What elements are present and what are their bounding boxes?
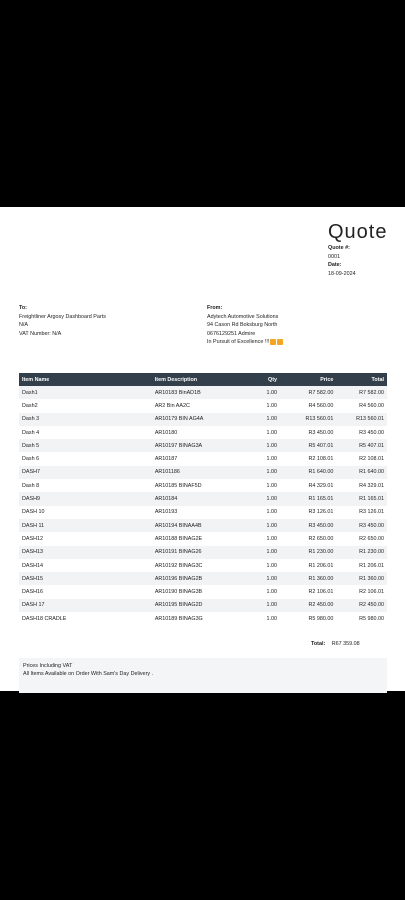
quote-number: 0001 bbox=[328, 253, 340, 260]
cell-item-name: Dash 6 bbox=[22, 456, 40, 463]
header-qty: Qty bbox=[268, 376, 278, 383]
cell-item-description: AR101186 bbox=[154, 469, 180, 476]
cell-price: R2 450.00 bbox=[308, 602, 334, 609]
cell-qty: 1.00 bbox=[266, 589, 278, 596]
cell-item-description: AR10194 BINAA4B bbox=[154, 522, 202, 529]
table-row bbox=[19, 386, 387, 399]
from-line: In Pursuit of Excellence !!! bbox=[207, 339, 270, 346]
cell-item-name: DASH15 bbox=[22, 575, 43, 582]
cell-item-name: DASH12 bbox=[22, 535, 43, 542]
cell-total: R3 450.00 bbox=[359, 429, 384, 436]
to-line: Freightliner Argosy Dashboard Parts bbox=[19, 313, 106, 320]
table-row bbox=[19, 452, 387, 465]
table-row bbox=[19, 479, 387, 492]
cell-item-name: DASH9 bbox=[22, 496, 40, 503]
cell-total: R13 560.01 bbox=[356, 416, 384, 423]
cell-qty: 1.00 bbox=[266, 522, 278, 529]
table-row bbox=[19, 466, 387, 479]
cell-item-description: AR10187 bbox=[154, 456, 178, 463]
cell-price: R1 165.01 bbox=[308, 496, 334, 503]
cell-price: R1 640.00 bbox=[308, 469, 334, 476]
header-item-description: Item Description bbox=[154, 376, 198, 383]
ok-hand-emoji-icon bbox=[277, 339, 283, 345]
cell-item-description: AR10195 BINAG2D bbox=[154, 602, 203, 609]
cell-item-name: DASH 11 bbox=[22, 522, 45, 529]
notes-box bbox=[19, 658, 387, 693]
quote-meta bbox=[328, 244, 356, 278]
cell-item-name: DASH14 bbox=[22, 562, 43, 569]
total-label: Total: bbox=[311, 641, 326, 647]
cell-item-name: Dash 8 bbox=[22, 482, 40, 489]
cell-total: R1 360.00 bbox=[359, 575, 384, 582]
table-row bbox=[19, 559, 387, 572]
cell-price: R4 560.00 bbox=[308, 402, 334, 409]
cell-item-description: AR10197 BINAG3A bbox=[154, 442, 203, 449]
note-line: All Items Available on Order With Sam's Day Delivery . bbox=[23, 671, 154, 678]
from-slogan-row bbox=[207, 338, 283, 347]
cell-qty: 1.00 bbox=[266, 456, 278, 463]
cell-total: R4 560.00 bbox=[359, 402, 384, 409]
quote-document bbox=[0, 207, 405, 691]
table-row bbox=[19, 585, 387, 598]
quote-date: 18-09-2024 bbox=[328, 270, 356, 277]
table-row bbox=[19, 519, 387, 532]
cell-item-name: Dash 4 bbox=[22, 429, 40, 436]
quote-date-label: Date: bbox=[328, 262, 342, 269]
cell-item-description: AR10190 BINAG3B bbox=[154, 589, 203, 596]
table-row bbox=[19, 532, 387, 545]
cell-item-description: AR10184 bbox=[154, 496, 178, 503]
cell-price: R5 407.01 bbox=[308, 442, 334, 449]
from-block bbox=[207, 304, 283, 347]
cell-total: R1 640.00 bbox=[359, 469, 384, 476]
to-line: N/A bbox=[19, 322, 28, 329]
cell-total: R2 108.01 bbox=[359, 456, 384, 463]
cell-total: R2 650.00 bbox=[359, 535, 384, 542]
cell-price: R3 450.00 bbox=[308, 429, 334, 436]
cell-total: R2 450.00 bbox=[359, 602, 384, 609]
cell-qty: 1.00 bbox=[266, 549, 278, 556]
cell-price: R2 106.01 bbox=[308, 589, 334, 596]
header-item-name: Item Name bbox=[22, 376, 50, 383]
cell-item-name: DASH13 bbox=[22, 549, 43, 556]
cell-price: R1 206.01 bbox=[308, 562, 334, 569]
cell-price: R1 360.00 bbox=[308, 575, 334, 582]
from-line: 0676129251 Admire bbox=[207, 330, 256, 337]
cell-item-description: AR10183 BinAD1B bbox=[154, 389, 201, 396]
cell-qty: 1.00 bbox=[266, 469, 278, 476]
from-label: From: bbox=[207, 305, 223, 311]
cell-price: R3 450.00 bbox=[308, 522, 334, 529]
cell-qty: 1.00 bbox=[266, 496, 278, 503]
table-row bbox=[19, 506, 387, 519]
cell-item-name: DASH18 CRADLE bbox=[22, 615, 67, 622]
cell-qty: 1.00 bbox=[266, 602, 278, 609]
table-row bbox=[19, 399, 387, 412]
table-header-row bbox=[19, 373, 387, 386]
cell-qty: 1.00 bbox=[266, 416, 278, 423]
cell-qty: 1.00 bbox=[266, 389, 278, 396]
cell-item-description: AR10188 BINAG2E bbox=[154, 535, 203, 542]
cell-item-name: Dash 3 bbox=[22, 416, 40, 423]
quote-title: Quote bbox=[328, 221, 388, 243]
cell-item-description: AR10196 BINAG2B bbox=[154, 575, 203, 582]
cell-total: R3 450.00 bbox=[359, 522, 384, 529]
cell-price: R2 650.00 bbox=[308, 535, 334, 542]
table-row bbox=[19, 572, 387, 585]
header-price: Price bbox=[320, 376, 334, 383]
cell-total: R4 329.01 bbox=[359, 482, 384, 489]
cell-item-name: DASH7 bbox=[22, 469, 40, 476]
cell-total: R5 980.00 bbox=[359, 615, 384, 622]
grand-total bbox=[311, 641, 360, 647]
cell-price: R13 560.01 bbox=[305, 416, 334, 423]
to-line: VAT Number: N/A bbox=[19, 330, 62, 337]
cell-price: R1 230.00 bbox=[308, 549, 334, 556]
cell-total: R2 106.01 bbox=[359, 589, 384, 596]
note-line: Prices Including VAT bbox=[23, 663, 73, 669]
table-row bbox=[19, 426, 387, 439]
cell-item-description: AR10179 BIN AG4A bbox=[154, 416, 204, 423]
cell-total: R1 165.01 bbox=[359, 496, 384, 503]
cell-item-name: Dash2 bbox=[22, 402, 38, 409]
quote-number-label: Quote #: bbox=[328, 245, 350, 251]
cell-total: R1 230.00 bbox=[359, 549, 384, 556]
cell-item-description: AR10185 BINAF5D bbox=[154, 482, 202, 489]
cell-price: R3 126.01 bbox=[308, 509, 334, 516]
table-row bbox=[19, 546, 387, 559]
header-total: Total bbox=[371, 376, 384, 383]
to-block bbox=[19, 304, 106, 338]
cell-item-name: DASH16 bbox=[22, 589, 43, 596]
table-row bbox=[19, 413, 387, 426]
items-table bbox=[19, 373, 387, 625]
cell-price: R7 582.00 bbox=[308, 389, 334, 396]
table-row bbox=[19, 612, 387, 625]
cell-qty: 1.00 bbox=[266, 535, 278, 542]
cell-qty: 1.00 bbox=[266, 562, 278, 569]
to-label: To: bbox=[19, 305, 27, 311]
cell-price: R5 980.00 bbox=[308, 615, 334, 622]
cell-qty: 1.00 bbox=[266, 575, 278, 582]
cell-qty: 1.00 bbox=[266, 615, 278, 622]
table-row bbox=[19, 492, 387, 505]
cell-total: R7 582.00 bbox=[359, 389, 384, 396]
cell-price: R2 108.01 bbox=[308, 456, 334, 463]
cell-item-name: Dash1 bbox=[22, 389, 38, 396]
cell-qty: 1.00 bbox=[266, 442, 278, 449]
cell-qty: 1.00 bbox=[266, 402, 278, 409]
from-line: Adytech Automotive Solutions bbox=[207, 313, 279, 320]
cell-qty: 1.00 bbox=[266, 429, 278, 436]
cell-item-description: AR10180 bbox=[154, 429, 178, 436]
from-line: 94 Cason Rd Boksburg North bbox=[207, 322, 278, 329]
cell-total: R1 206.01 bbox=[359, 562, 384, 569]
cell-item-name: Dash 5 bbox=[22, 442, 40, 449]
cell-item-description: AR10191 BINAG26 bbox=[154, 549, 202, 556]
cell-qty: 1.00 bbox=[266, 482, 278, 489]
cell-qty: 1.00 bbox=[266, 509, 278, 516]
cell-item-description: AR10192 BINAG3C bbox=[154, 562, 203, 569]
cell-total: R3 126.01 bbox=[359, 509, 384, 516]
total-value: R67 359.08 bbox=[331, 641, 360, 647]
cell-item-description: AR10189 BINAG3G bbox=[154, 615, 203, 622]
cell-item-name: DASH 10 bbox=[22, 509, 45, 516]
sparkle-emoji-icon bbox=[270, 339, 276, 345]
cell-item-description: AR10193 bbox=[154, 509, 178, 516]
cell-item-description: AR2 Bin AA2C bbox=[154, 402, 190, 409]
cell-price: R4 329.01 bbox=[308, 482, 334, 489]
table-row bbox=[19, 439, 387, 452]
cell-item-name: DASH 17 bbox=[22, 602, 45, 609]
cell-total: R5 407.01 bbox=[359, 442, 384, 449]
table-row bbox=[19, 599, 387, 612]
